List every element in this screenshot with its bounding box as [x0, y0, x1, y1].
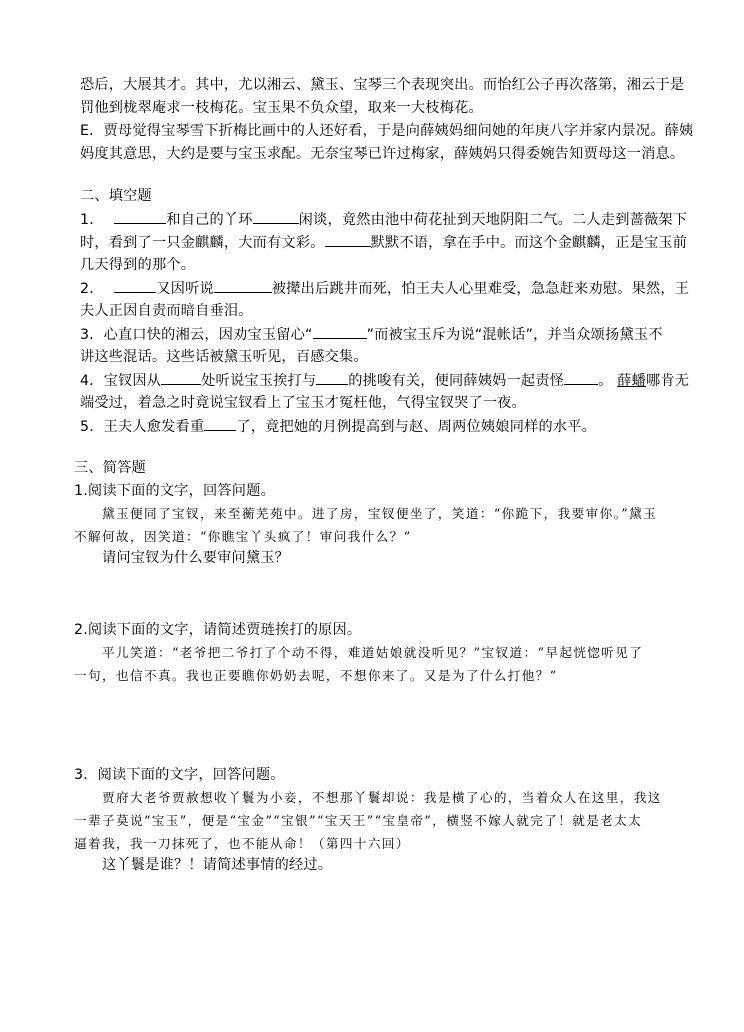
fill-blank-q1: 几天得到的那个。	[80, 257, 196, 273]
fill-blank-q2	[80, 278, 689, 299]
text: 闲谈，竟然由池中荷花扯到天地阴阳二气。二人走到蔷薇架下	[298, 212, 688, 228]
fill-blank-q1	[80, 232, 687, 253]
blank	[114, 209, 166, 224]
quote-text: 一句，也信不真。我也正要瞧你奶奶去呢，不想你来了。又是为了什么打他？”	[74, 668, 558, 683]
text: 处听说宝玉挨打与	[201, 373, 317, 389]
quote-text: 不解何故，因笑道：“你瞧宝丫头疯了！审问我什么？”	[74, 529, 412, 544]
text: 4．宝钗因从	[80, 373, 162, 389]
short-answer-q3-question: 这丫鬟是谁？！请简述事情的经过。	[102, 857, 333, 873]
underlined-name: 薛蟠	[617, 373, 646, 389]
blank	[253, 209, 299, 224]
fill-blank-q4	[80, 370, 689, 391]
option-e-line: 妈度其意思，大约是要与宝玉求配。无奈宝琴已许过梅家，薛姨妈只得委婉告知贾母这一消息。	[80, 146, 685, 162]
text: 哪肯无	[646, 373, 690, 389]
short-answer-q2-prompt: 2.阅读下面的文字，请简述贾琏挨打的原因。	[74, 622, 362, 638]
text: 又因听说	[156, 281, 214, 297]
text: 时，看到了一只金麒麟，大而有文彩。	[80, 235, 325, 251]
fill-blank-q5	[80, 416, 596, 437]
fill-blank-q3	[80, 324, 663, 345]
quote-text: 一辈子莫说“宝玉”，便是“宝金”“宝银”“宝天王”“宝皇帝”，横竖不嫁人就完了！就是老太太	[74, 813, 643, 828]
text-line: 恐后，大展其才。其中，尤以湘云、黛玉、宝琴三个表现突出。而怡红公子再次落第，湘云于是	[80, 77, 685, 93]
blank	[114, 278, 156, 293]
text: 的挑唆有关，便同薛姨妈一起责怪	[348, 373, 565, 389]
option-e-line: E．贾母觉得宝琴雪下折梅比画中的人还好看，于是向薛姨妈细问她的年庚八字并家内景况。薛姨	[80, 123, 694, 139]
text: ”而被宝玉斥为说“混帐话”，并当众颂扬黛玉不	[366, 327, 663, 343]
text: 3．心直口快的湘云，因劝宝玉留心“	[80, 327, 313, 343]
text: 了，竟把她的月例提高到与赵、周两位姨娘同样的水平。	[236, 419, 597, 435]
blank	[313, 324, 367, 339]
text-line: 罚他到栊翠庵求一枝梅花。宝玉果不负众望，取来一大枝梅花。	[80, 100, 483, 116]
blank	[564, 370, 598, 385]
blank	[214, 278, 272, 293]
fill-blank-q1	[80, 209, 687, 230]
blank	[316, 370, 348, 385]
short-answer-q3-prompt: 3．阅读下面的文字，回答问题。	[74, 767, 285, 783]
quote-text: 平儿笑道：“老爷把二爷打了个动不得，难道姑娘就没听见？”宝钗道：“早起恍惚听见了	[102, 645, 644, 660]
text: 5．王夫人愈发看重	[80, 419, 205, 435]
short-answer-q1-question: 请问宝钗为什么要审问黛玉？	[102, 550, 290, 566]
question-number: 2．	[80, 281, 104, 297]
text: 被撵出后跳井而死，怕王夫人心里难受，急急赶来劝慰。果然，王	[271, 281, 690, 297]
fill-blank-q3: 讲这些混话。这些话被黛玉听见，百感交集。	[80, 349, 368, 365]
blank	[161, 370, 201, 385]
quote-text: 贾府大老爷贾赦想收丫鬟为小妾，不想那丫鬟却说：我是横了心的，当着众人在这里，我这	[102, 790, 662, 805]
section-heading-fill-blank: 二、填空题	[80, 188, 152, 204]
section-heading-short-answer: 三、简答题	[74, 460, 146, 476]
text: 。	[598, 373, 618, 389]
quote-text: 逼着我，我一刀抹死了，也不能从命！（第四十六回）	[74, 836, 410, 851]
blank	[204, 416, 236, 431]
text: 默默不语，拿在手中。而这个金麒麟，正是宝玉前	[370, 235, 688, 251]
fill-blank-q4: 端受过，着急之时竟说宝钗看上了宝玉才冤枉他，气得宝钗哭了一夜。	[80, 395, 527, 411]
question-number: 1．	[80, 212, 104, 228]
text: 和自己的丫环	[166, 212, 253, 228]
blank	[325, 232, 371, 247]
quote-text: 黛玉便同了宝钗，来至蘅芜苑中。进了房，宝钗便坐了，笑道：“你跪下，我要审你。”黛玉	[102, 506, 658, 521]
short-answer-q1-prompt: 1.阅读下面的文字，回答问题。	[74, 483, 275, 499]
fill-blank-q2: 夫人正因自责而暗自垂泪。	[80, 303, 253, 319]
